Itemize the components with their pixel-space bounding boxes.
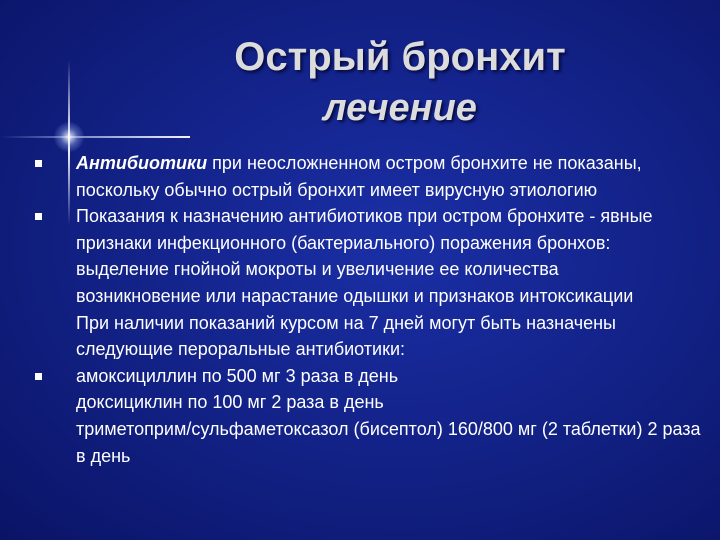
- bullet-marker-icon: [35, 213, 42, 220]
- bullet-marker-icon: [35, 160, 42, 167]
- light-cross-horizontal: [0, 136, 190, 138]
- bullet-3-subitem: амоксициллин по 500 мг 3 раза в день: [76, 365, 399, 386]
- bullet-3-subitem: триметоприм/сульфаметоксазол (бисептол) 160/800 мг (2 таблетки) 2 раза в день: [76, 418, 701, 466]
- bullet-1-text: при неосложненном остром бронхите не показаны, поскольку обычно острый бронхит имеет вирусную этиологию: [76, 153, 642, 200]
- bullet-item-3: При наличии показаний курсом на 7 дней могут быть назначены следующие пероральные антибиотики:: [76, 312, 616, 360]
- bullet-item-1: [76, 150, 704, 203]
- bullet-item-2: Показания к назначению антибиотиков при остром бронхите - явные признаки инфекционного (бактериального) поражения бронхов:: [76, 206, 653, 253]
- slide-body: [76, 150, 704, 469]
- light-cross-glow: [54, 122, 84, 152]
- bullet-2-subitem: выделение гнойной мокроты и увеличение ее количества: [76, 259, 559, 280]
- bullet-3-subitem: доксициклин по 100 мг 2 раза в день: [76, 392, 384, 413]
- slide-subtitle: лечение: [323, 87, 477, 129]
- bullet-2-subitem: возникновение или нарастание одышки и признаков интоксикации: [76, 285, 634, 306]
- slide-title: Острый бронхит: [234, 35, 566, 79]
- bullet-1-lead: Антибиотики: [76, 153, 208, 173]
- bullet-marker-icon: [35, 373, 42, 380]
